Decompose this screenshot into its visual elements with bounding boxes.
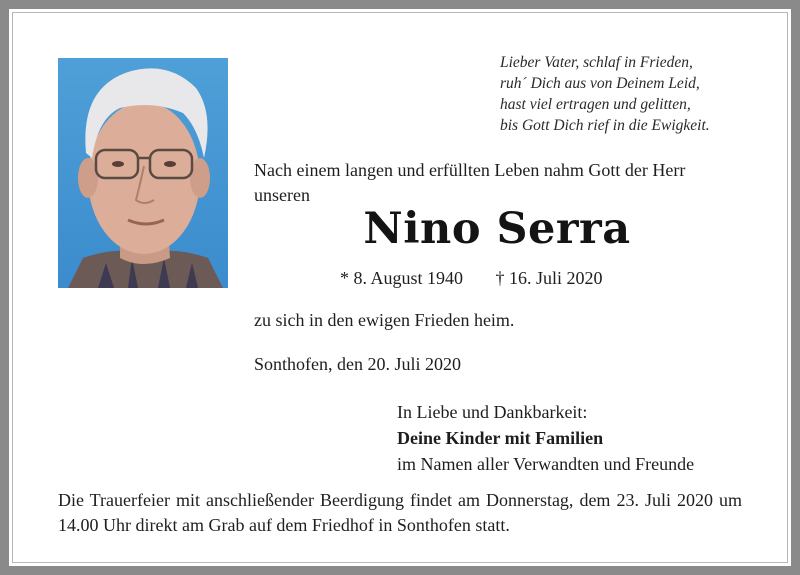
signature-family: Deine Kinder mit Familien <box>397 428 604 448</box>
closing-phrase: zu sich in den ewigen Frieden heim. <box>254 310 515 330</box>
memorial-poem <box>500 52 770 136</box>
intro-text: Nach einem langen und erfüllten Leben nahm Gott der Herr unseren <box>254 160 686 205</box>
birth-date: * 8. August 1940 <box>340 268 464 288</box>
signature-relatives: im Namen aller Verwandten und Freunde <box>397 454 695 474</box>
poem-line: hast viel ertragen und gelitten, <box>500 96 691 113</box>
mourners-signature <box>397 399 767 477</box>
place-and-date: Sonthofen, den 20. Juli 2020 <box>254 354 461 374</box>
poem-line: ruh´ Dich aus von Deinem Leid, <box>500 75 700 92</box>
portrait-photo <box>58 58 228 288</box>
poem-line: Lieber Vater, schlaf in Frieden, <box>500 54 693 71</box>
deceased-name: Nino Serra <box>363 204 631 254</box>
poem-line: bis Gott Dich rief in die Ewigkeit. <box>500 117 710 134</box>
funeral-notice: Die Trauerfeier mit anschließender Beerdigung findet am Donnerstag, dem 23. Juli 2020 um 14.00 Uhr direkt am Grab auf dem Friedhof in Sonthofen statt. <box>58 490 742 535</box>
death-date: † 16. Juli 2020 <box>495 268 603 288</box>
signature-greeting: In Liebe und Dankbarkeit: <box>397 402 588 422</box>
life-dates <box>340 268 740 289</box>
